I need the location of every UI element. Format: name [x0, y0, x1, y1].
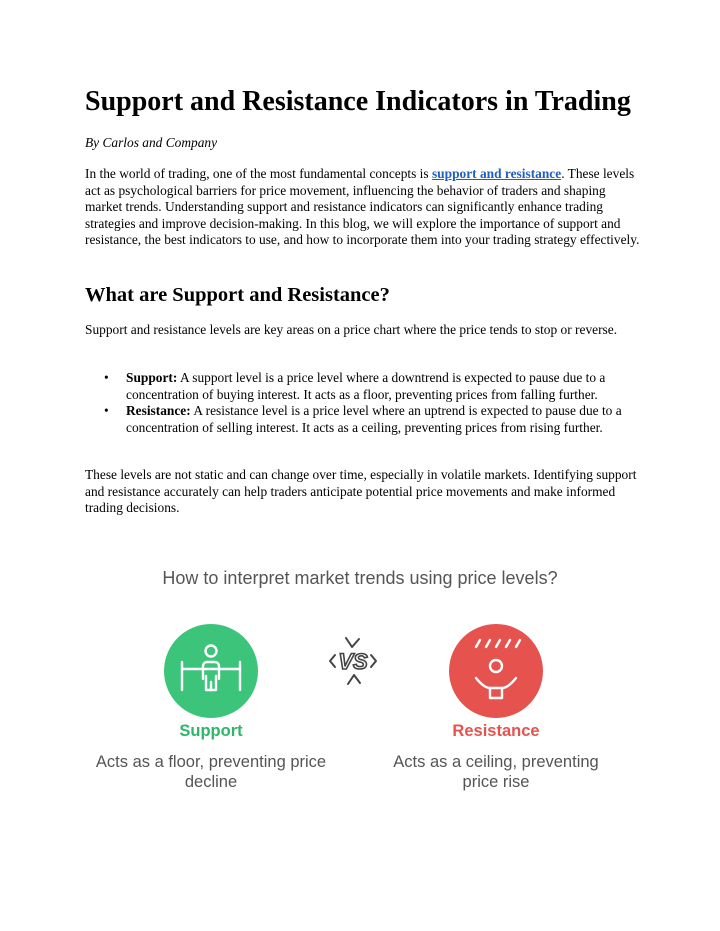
closing-paragraph: These levels are not static and can change over time, especially in volatile markets. Identifying support and resistance accurately can help traders anticipate potential price movements and make informed trading decisions.: [85, 467, 637, 515]
versus-icon: [326, 636, 380, 686]
support-circle: [164, 624, 258, 718]
resistance-label: Resistance: [452, 722, 540, 740]
page-title: Support and Resistance Indicators in Trading: [85, 86, 631, 117]
support-label: Support: [179, 722, 243, 740]
intro-paragraph: [85, 166, 640, 249]
support-resistance-link[interactable]: support and resistance: [431, 166, 562, 181]
support-description: Acts as a floor, preventing price decline: [95, 753, 327, 791]
intro-text-after: . These levels act as psychological barriers for price movement, influencing the behavior of traders and shaping market trends. Understanding support and resistance indicators can significantly enhance trading strategies and improve decision-making. In this blog, we will explore the importance of support and resistance, the best indicators to use, and how to incorporate them into your trading strategy effectively.: [85, 166, 640, 247]
intro-text-before: In the world of trading, one of the most fundamental concepts is: [85, 166, 432, 181]
term-resistance: Resistance:: [126, 403, 191, 418]
definition-support: A support level is a price level where a downtrend is expected to pause due to a concentration of buying interest. It acts as a floor, preventing prices from falling further.: [126, 370, 606, 402]
resistance-circle: [449, 624, 543, 718]
bullet: •: [104, 403, 109, 418]
byline: By Carlos and Company: [85, 135, 218, 150]
term-support: Support:: [126, 370, 178, 385]
bullet: •: [104, 370, 109, 385]
resistance-description: Acts as a ceiling, preventing price rise: [393, 753, 599, 791]
section-heading: What are Support and Resistance?: [85, 284, 390, 306]
definition-list: [85, 370, 640, 436]
section-paragraph: Support and resistance levels are key areas on a price chart where the price tends to stop or reverse.: [85, 322, 618, 337]
list-item-resistance: [85, 403, 640, 436]
infographic: [95, 560, 620, 810]
vs-text: VS: [338, 649, 368, 674]
definition-resistance: A resistance level is a price level where an uptrend is expected to pause due to a concentration of selling interest. It acts as a ceiling, preventing prices from rising further.: [126, 403, 622, 435]
infographic-title: How to interpret market trends using price levels?: [162, 568, 558, 588]
list-item-support: [85, 370, 640, 403]
person-under-ceiling-icon: [449, 624, 543, 718]
person-between-rails-icon: [164, 624, 258, 718]
